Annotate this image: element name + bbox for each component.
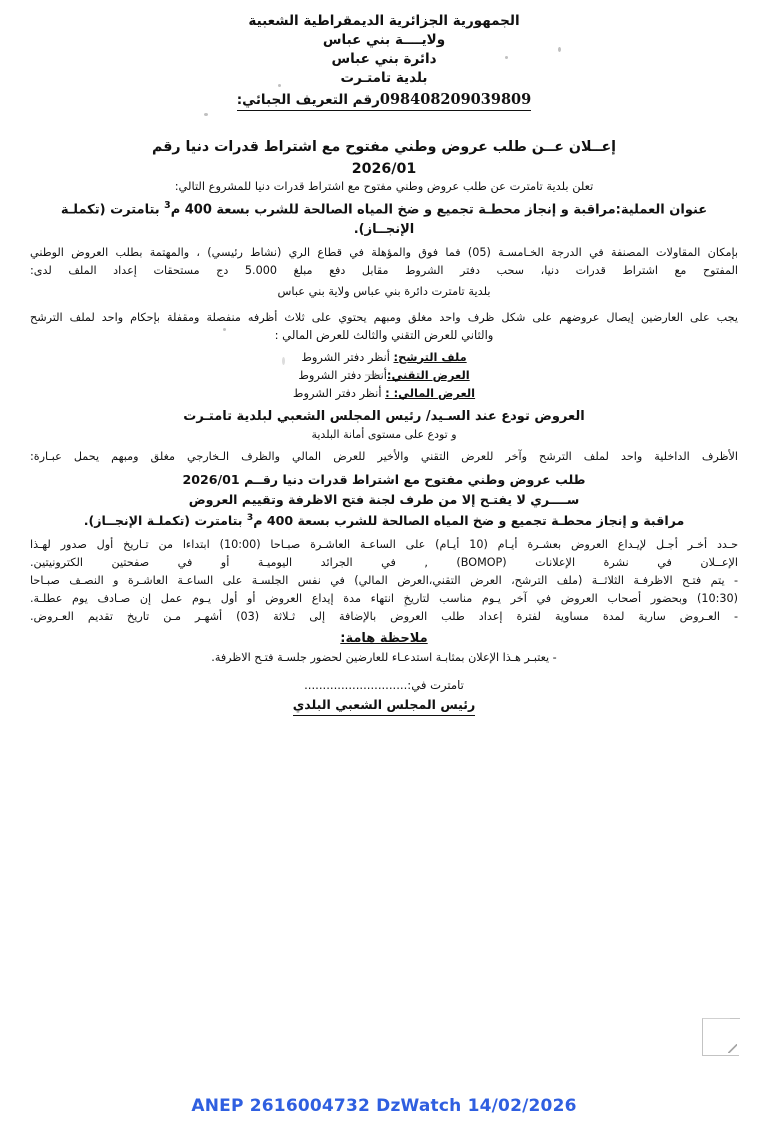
file-key-candidature: ملف الترشح:	[393, 349, 467, 364]
outer-mark-project-tail: بتامترت (تكملـة الإنجــاز).	[83, 513, 247, 529]
outer-mark-line-3	[30, 511, 738, 531]
letterhead	[0, 12, 768, 111]
daira-name: دائرة بني عباس	[331, 51, 437, 68]
country-name: الجمهورية الجزائرية الديمقراطية الشعبية	[248, 13, 520, 29]
outer-mark-line-1	[30, 470, 738, 490]
eligibility-line-1: بإمكان المقاولات المصنفة في الدرجة الخـامسـة (05) فما فوق والمؤهلة في قطاع الري (نشاط رئيسي) ، والمهتمة بطلب العروض الوطني	[30, 245, 738, 259]
operation-title-tail: بتامترت (تكملـة الإنجــاز).	[60, 202, 415, 238]
scan-speck	[204, 113, 208, 116]
commune-name: بلدية تامتـرت	[340, 70, 428, 87]
deadline-line-2: الإعــلان في نشرة الإعلانات (BOMOP) , في الجرائد اليوميـة أو في صفحتين الكترونيتين.	[30, 555, 738, 569]
intro-paragraph: تعلن بلدية تامترت عن طلب عروض وطني مفتوح مع اشتراط قدرات دنيا للمشروع التالي:	[174, 179, 594, 193]
opening-line-2: (10:30) وبحضور أصحاب العروض في آخر يـوم مناسب لتاريخ انتهاء مدة إيداع العروض أو أول يـوم عمل إن صـادف يوم عطلـة.	[30, 591, 738, 605]
operation-label: عنوان العملية:	[615, 202, 708, 218]
document-body	[30, 178, 738, 667]
scan-stamp-box	[702, 1018, 739, 1056]
outer-mark-text: طلب عروض وطني مفتوح مع اشتراط قدرات دنيا رقــم	[244, 471, 586, 487]
signature-place-date: تامترت في:............................	[304, 678, 464, 692]
title-line-1: إعــلان عــن طلب عروض وطني مفتوح مع اشتراط قدرات دنيا رقم	[151, 139, 617, 155]
operation-title-line	[30, 199, 738, 239]
fiscal-id-label: رقم التعريف الجبائي:	[236, 91, 380, 108]
issuing-authority: بلدية تامترت دائرة بني عباس ولاية بني عباس	[277, 283, 491, 298]
fiscal-id-line	[0, 90, 768, 112]
deposit-sub-instruction: و تودع على مستوى أمانة البلدية	[311, 428, 457, 442]
signatory-role: رئيس المجلس الشعبي البلدي	[293, 695, 476, 716]
file-row-candidature	[30, 349, 738, 366]
fiscal-id-number: 098408209039809	[379, 90, 532, 108]
outer-mark-exponent: 3	[246, 512, 254, 523]
file-key-financial: العرض المالي: :	[385, 386, 476, 401]
pen-nib-icon	[728, 1044, 737, 1053]
outer-mark-project: مراقبة و إنجاز محطـة تجميع و ضخ المياه الصالحة للشرب بسعة 400 م	[253, 513, 685, 529]
file-value-financial: أنظر دفتر الشروط	[292, 386, 386, 401]
title-line-2: 2026/01	[351, 161, 417, 177]
envelope-rule-line-1: يجب على العارضين إيصال عروضهم على شكل ظرف واحد مغلق ومبهم يحتوي على ثلاث أظرفه منفصلة ومقفلة بإحكام واحد لملف الترشح	[30, 311, 738, 325]
file-value-technical: أنظر دفتر الشروط	[298, 367, 387, 382]
file-key-technical: العرض التقني:	[386, 367, 470, 382]
deposit-instruction: العروض تودع عند السـيد/ رئيس المجلس الشعبي لبلدية تامتـرت	[183, 408, 585, 424]
page-title	[28, 136, 740, 180]
operation-title-exponent: 3	[164, 200, 171, 212]
opening-line-1: - يتم فتـح الاظرفـة الثلاثــة (ملف الترشح، العرض التقني،العرض المالي) في نفس الجلسـة على الساعـة العاشـرة و النصـف صبـاحا	[30, 573, 738, 587]
file-row-technical	[30, 367, 738, 384]
outer-mark-line-2: ســــري لا يفتـح إلا من طرف لجنة فتح الاظرفة وتقييم العروض	[188, 492, 580, 508]
envelope-rule-line-2: والثاني للعرض التقني والثالث للعرض المالي :	[274, 328, 494, 343]
file-value-candidature: أنظر دفتر الشروط	[301, 349, 394, 364]
eligibility-line-2: المفتوح مع اشتراط قدرات دنيا، سحب دفتر الشروط مقابل دفع مبلغ 5.000 دج مستحقات إعداد الملف لدى:	[30, 263, 738, 277]
validity-line: - العـروض سارية لمدة مساوية لفترة إعداد طلب العروض بالإضافة إلى ثـلاثة (03) أشهـر مـن تاريخ تقديم العـروض.	[30, 609, 738, 623]
file-row-financial	[30, 385, 738, 402]
deadline-line-1: حـدد أخـر أجـل لإيـداع العروض بعشـرة أيـام (10 أيـام) على الساعـة العاشـرة صبـاحا (10:00) ابتداءا من تـاريخ أول صدور لهـذا	[30, 537, 739, 551]
inner-envelope-note: الأظرف الداخلية واحد لملف الترشح وآخر للعرض التقني والأخير للعرض المالي والظرف الـخارجي مغلق ومبهم يحمل عبـارة:	[30, 449, 738, 463]
operation-title-main: مراقبة و إنجاز محطـة تجميع و ضخ المياه الصالحة للشرب بسعة 400 م	[170, 202, 616, 218]
wilaya-name: ولايــــة بني عباس	[322, 32, 446, 49]
signature-block	[0, 676, 768, 716]
important-note-body: - يعتبـر هـذا الإعلان بمثابـة استدعـاء للعارضين لحضور جلسـة فتـح الاظرفة.	[211, 651, 557, 665]
anep-footer: ANEP 2616004732 DzWatch 14/02/2026	[191, 1096, 577, 1116]
important-note-heading: ملاحظة هامة:	[340, 630, 428, 646]
outer-mark-number: 2026/01	[182, 471, 240, 487]
